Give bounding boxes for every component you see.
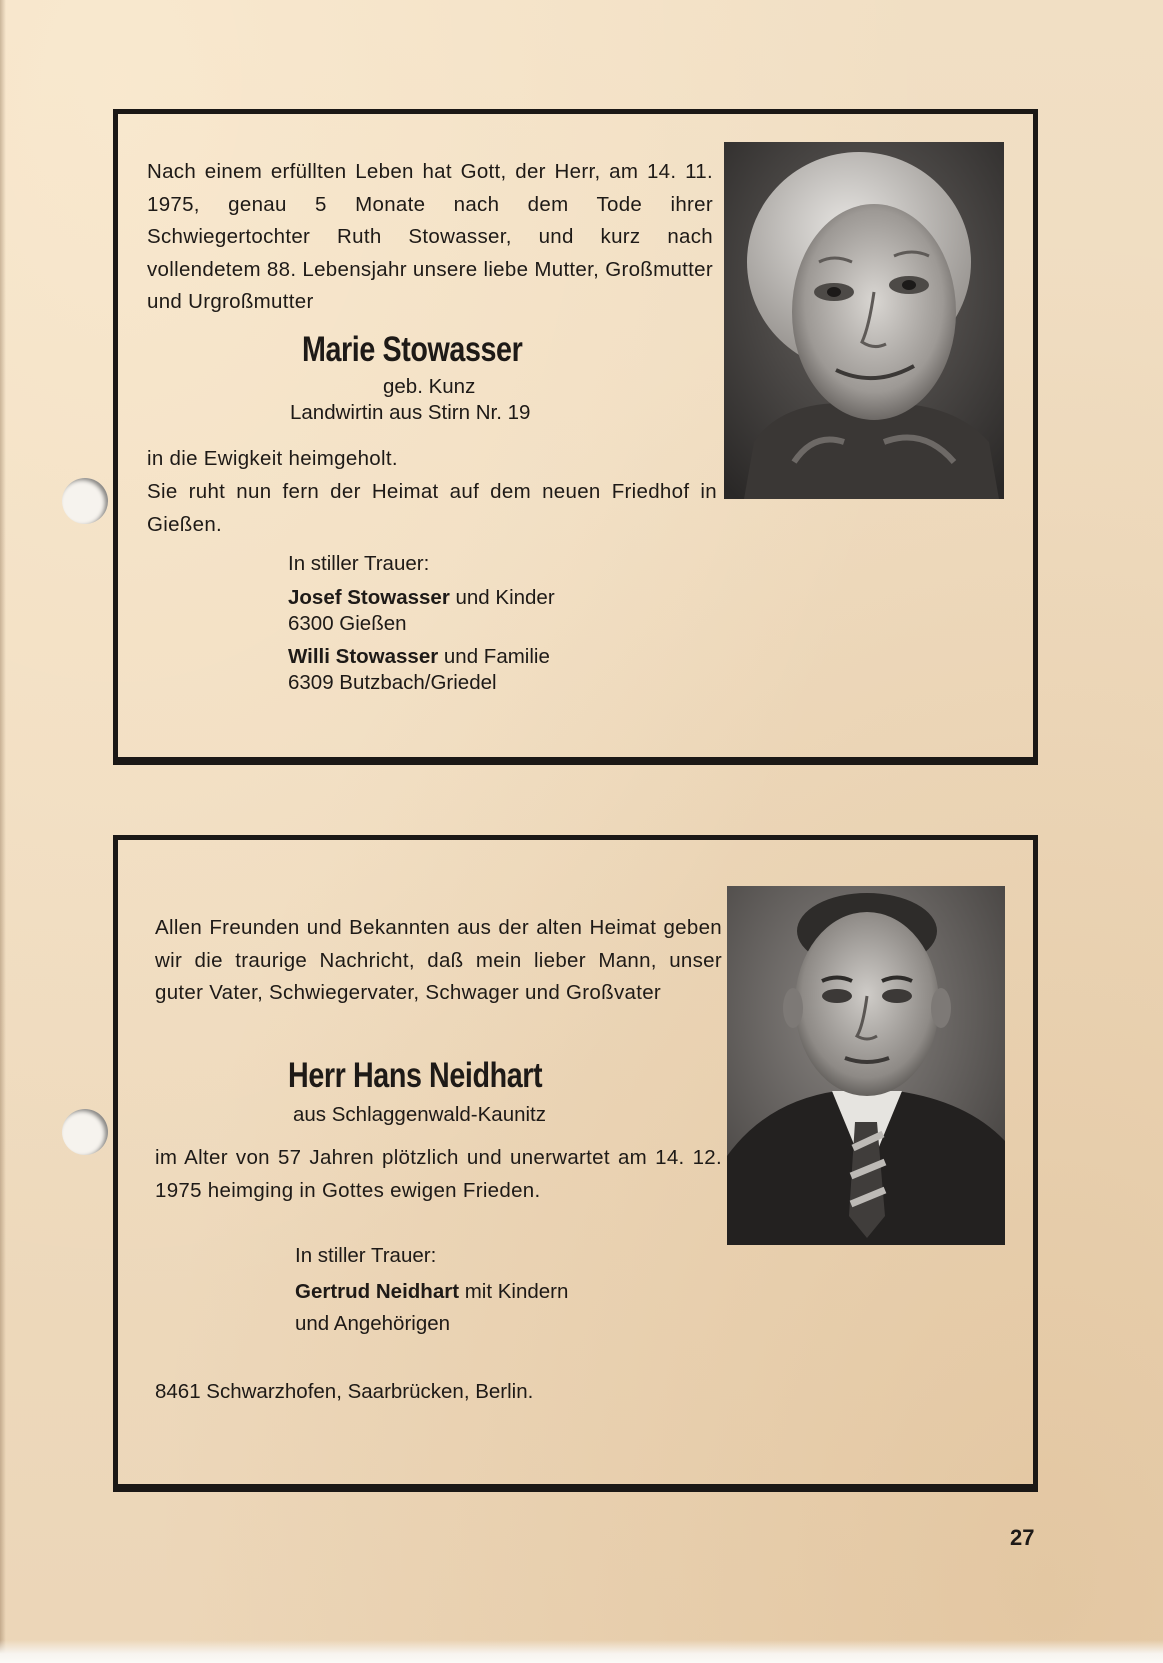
obituary-notice-neidhart bbox=[113, 835, 1038, 1492]
mourning-label: In stiller Trauer: bbox=[295, 1244, 437, 1267]
obituary-notice-stowasser bbox=[113, 109, 1038, 765]
mourner-relation: und Kinder bbox=[449, 586, 555, 609]
mourner-line bbox=[295, 1278, 568, 1306]
mourner-relation: mit Kindern bbox=[459, 1280, 569, 1303]
mourner-name: Gertrud Neidhart bbox=[295, 1280, 460, 1303]
closing-text-1: in die Ewigkeit heimgeholt. bbox=[147, 447, 398, 470]
maiden-name: geb. Kunz bbox=[383, 375, 476, 398]
mourner-name: Josef Stowasser bbox=[288, 586, 450, 609]
mourner-name: Willi Stowasser bbox=[288, 645, 439, 668]
closing-text: im Alter von 57 Jahren plötzlich und unerwartet am 14. 12. 1975 heimging in Gottes ewigen Frieden. bbox=[155, 1146, 722, 1202]
deceased-name: Herr Hans Neidhart bbox=[288, 1056, 543, 1095]
closing-text-2: Sie ruht nun fern der Heimat auf dem neuen Friedhof in Gießen. bbox=[147, 480, 717, 536]
mourner-address: 6309 Butzbach/Griedel bbox=[288, 671, 497, 694]
portrait-photo-woman bbox=[724, 142, 1004, 499]
mourner-line bbox=[288, 643, 550, 671]
page-edge-shadow bbox=[0, 0, 6, 1663]
page-number: 27 bbox=[1010, 1525, 1035, 1550]
occupation-line: Landwirtin aus Stirn Nr. 19 bbox=[290, 401, 531, 424]
portrait-photo-man bbox=[727, 886, 1005, 1245]
punch-hole-top bbox=[62, 478, 108, 524]
mourner-relation: und Familie bbox=[438, 645, 550, 668]
notice-intro-text: Allen Freunden und Bekannten aus der alten Heimat geben wir die traurige Nachricht, daß mein lieber Mann, unser guter Vater, Schwiegervater, Schwager und Großvater bbox=[155, 916, 722, 1004]
mourner-address: 6300 Gießen bbox=[288, 612, 407, 635]
notice-intro-text: Nach einem erfüllten Leben hat Gott, der Herr, am 14. 11. 1975, genau 5 Monate nach dem Tode ihrer Schwiegertochter Ruth Stowasser, und kurz nach vollendetem 88. Lebensjahr unsere liebe Mutter, Großmutter und Urgroßmutter bbox=[147, 160, 713, 313]
mourner-line bbox=[288, 584, 555, 612]
page-bottom-edge bbox=[0, 1640, 1163, 1663]
deceased-name: Marie Stowasser bbox=[302, 330, 523, 369]
punch-hole-bottom bbox=[62, 1109, 108, 1155]
origin-line: aus Schlaggenwald-Kaunitz bbox=[293, 1103, 546, 1126]
mourning-label: In stiller Trauer: bbox=[288, 552, 430, 575]
mourner-line-2: und Angehörigen bbox=[295, 1312, 451, 1335]
family-address: 8461 Schwarzhofen, Saarbrücken, Berlin. bbox=[155, 1380, 534, 1403]
